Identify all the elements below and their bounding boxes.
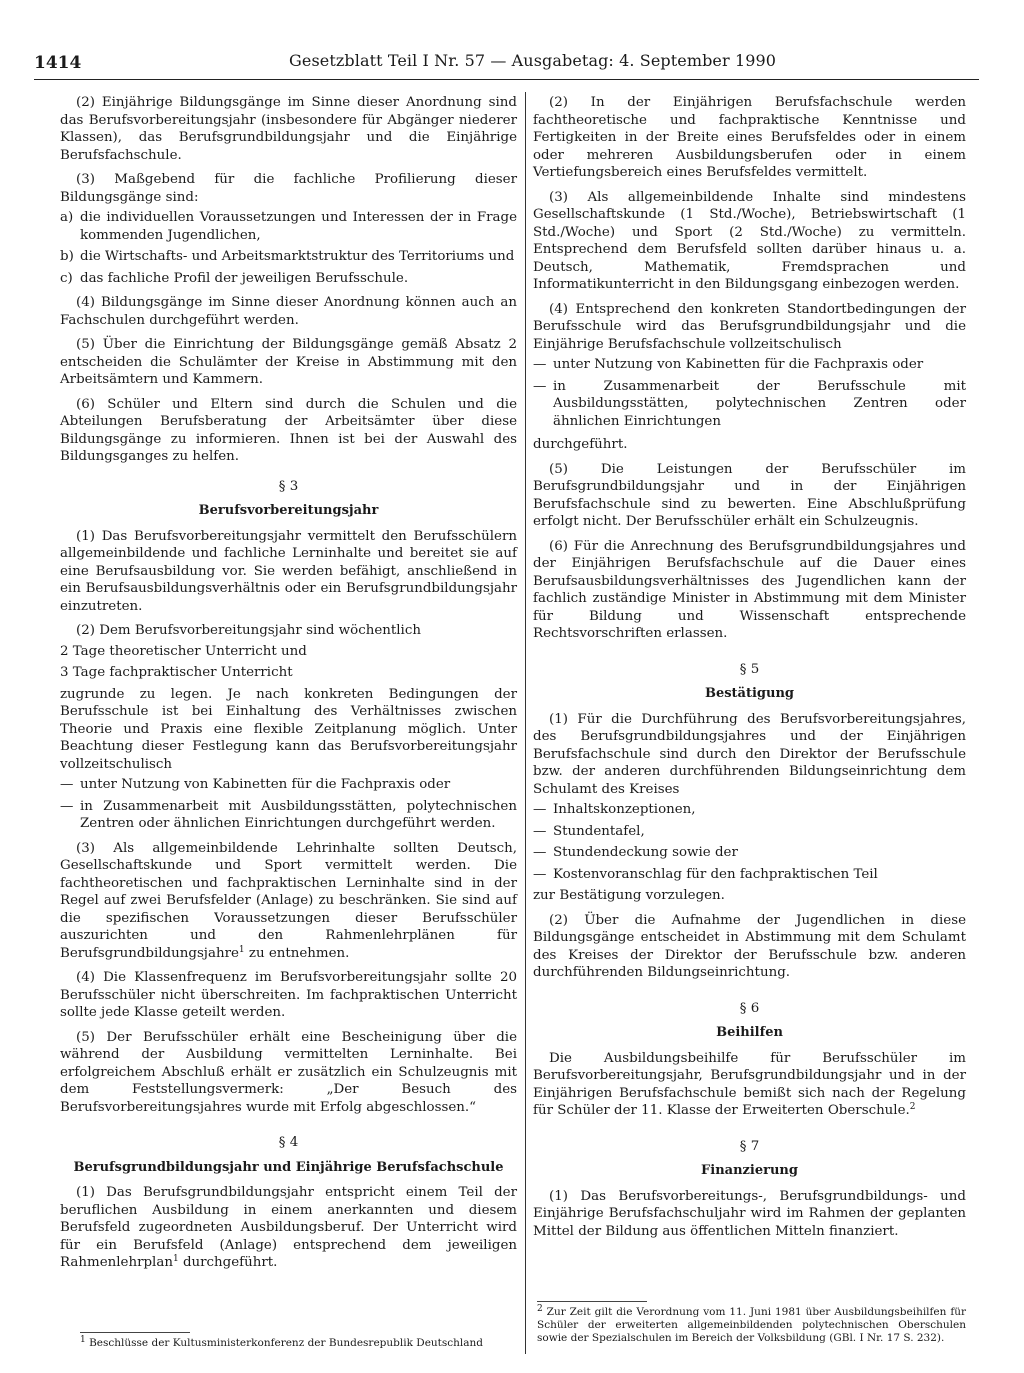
list-item — [533, 823, 966, 841]
paragraph: zur Bestätigung vorzulegen. — [533, 888, 725, 903]
paragraph: (1) Das Berufsvorbereitungsjahr vermittelt den Berufsschülern allgemeinbildende und fachliche Lerninhalte und bereitet sie auf eine Berufsausbildung vor. Sie werden befähigt, anschließend in ein Berufsausbildungsverhältnis oder ein Berufsgrundbildungsjahr einzutreten. — [60, 528, 517, 614]
paragraph: (6) Für die Anrechnung des Berufsgrundbildungsjahres und der Einjährigen Berufsfachschule auf die Dauer eines Berufsausbildungsverhältnisses des Jugendlichen kann der fachlich zuständige Minister in Abstimmung mit dem Minister für Bildung und Wissenschaft entsprechende Rechtsvorschriften erlassen. — [533, 538, 966, 641]
paragraph: (4) Die Klassenfrequenz im Berufsvorbereitungsjahr sollte 20 Berufsschüler nicht überschreiten. Im fachpraktischen Unterricht sollte jede Klasse geteilt werden. — [60, 970, 517, 1020]
column-divider — [525, 92, 526, 1354]
dash-marker: — — [533, 802, 547, 817]
footnote-ref: 1 — [238, 944, 245, 955]
header-rule — [34, 79, 979, 80]
section-heading: Finanzierung — [701, 1163, 798, 1178]
footnote-mark: 1 — [80, 1335, 86, 1345]
list-item — [533, 378, 966, 431]
list-marker: c) — [60, 270, 73, 286]
paragraph-text: Die Ausbildungsbeihilfe für Berufsschüler im Berufsvorbereitungsjahr, Berufsgrundbildungsjahr und in der Einjährigen Berufsfachschule bemißt sich nach der Regelung für Schüler der 11. Klasse der Erweiterten Oberschule. — [533, 1050, 966, 1118]
paragraph-text: (3) Als allgemeinbildende Lehrinhalte sollten Deutsch, Gesellschaftskunde und Sport vermittelt werden. Die fachtheoretischen und fachpraktischen Lerninhalte sind in der Regel auf zwei Berufsfelder (Anlage) zu beschränken. Sie sind auf die spezifischen Voraussetzungen dieser Berufsschüler auszurichten und den Rahmenlehrplänen für Berufsgrundbildungsjahre — [60, 840, 517, 961]
section-heading: Beihilfen — [716, 1025, 783, 1040]
footnote-rule — [537, 1301, 647, 1302]
footnote-rule — [80, 1332, 190, 1333]
paragraph: zugrunde zu legen. Je nach konkreten Bedingungen der Berufsschule ist bei Einhaltung des Verhältnisses zwischen Theorie und Praxis eine flexible Zeitplanung möglich. Unter Beachtung dieser Festlegung kann das Berufsvorbereitungsjahr vollzeitschulisch — [60, 686, 517, 772]
section-heading: Berufsvorbereitungsjahr — [198, 503, 379, 518]
section-number: § 6 — [739, 1000, 760, 1016]
schedule-line: 3 Tage fachpraktischer Unterricht — [60, 665, 293, 680]
running-title: Gesetzblatt Teil I Nr. 57 — Ausgabetag: 4. September 1990 — [289, 51, 777, 70]
dash-marker: — — [533, 357, 547, 372]
section-number: § 5 — [739, 661, 760, 677]
footnote-mark: 2 — [537, 1304, 543, 1314]
section-number: § 3 — [278, 478, 299, 494]
paragraph: (4) Bildungsgänge im Sinne dieser Anordnung können auch an Fachschulen durchgeführt werden. — [60, 295, 517, 328]
schedule-line: 2 Tage theoretischer Unterricht und — [60, 643, 307, 659]
paragraph: (3) Als allgemeinbildende Inhalte sind mindestens Gesellschaftskunde (1 Std./Woche), Betriebswirtschaft (1 Std./Woche) und Sport (2 Std./Woche) zu vermitteln. Entsprechend dem Berufsfeld sollten darüber hinaus u. a. Deutsch, Mathematik, Fremdsprachen und Informatikunterricht in den Bildungsgang einbezogen werden. — [533, 189, 966, 292]
list-marker: b) — [60, 249, 74, 264]
footnote — [537, 1306, 966, 1345]
dash-marker: — — [533, 845, 547, 860]
footnote-text: Beschlüsse der Kultusministerkonferenz der Bundesrepublik Deutschland — [85, 1337, 484, 1349]
list-item — [533, 801, 966, 819]
paragraph: (5) Der Berufsschüler erhält eine Bescheinigung über die während der Ausbildung vermittelten Lerninhalte. Bei erfolgreichem Abschluß erhält er zusätzlich ein Schulzeugnis mit dem Feststellungsvermerk: „Der Besuch des Berufsvorbereitungsjahres wurde mit Erfolg abgeschlossen.“ — [60, 1029, 517, 1115]
dash-marker: — — [533, 823, 547, 839]
paragraph: (2) In der Einjährigen Berufsfachschule werden fachtheoretische und fachpraktische Kenntnisse und Fertigkeiten in der Breite eines Berufsfeldes oder in einem oder mehreren Ausbildungsberufen oder in einem Vertiefungsbereich eines Berufsfeldes vermittelt. — [533, 95, 966, 180]
list-item — [60, 248, 517, 266]
dash-marker: — — [533, 378, 547, 394]
paragraph: (2) Dem Berufsvorbereitungsjahr sind wöchentlich — [76, 623, 421, 638]
paragraph: (4) Entsprechend den konkreten Standortbedingungen der Berufsschule wird das Berufsgrundbildungsjahr und die Einjährige Berufsfachschule vollzeitschulisch — [533, 301, 966, 352]
list-item — [60, 209, 517, 244]
paragraph: (5) Über die Einrichtung der Bildungsgänge gemäß Absatz 2 entscheiden die Schulämter der Kreise in Abstimmung mit den Arbeitsämtern und Kammern. — [60, 337, 517, 387]
footnote-ref: 2 — [909, 1102, 916, 1112]
dash-marker: — — [60, 777, 74, 792]
list-item — [60, 270, 517, 288]
paragraph — [60, 1184, 517, 1272]
list-text: unter Nutzung von Kabinetten für die Fachpraxis oder — [80, 777, 451, 792]
right-column — [533, 94, 966, 1247]
paragraph — [60, 840, 517, 963]
paragraph: (6) Schüler und Eltern sind durch die Schulen und die Abteilungen Berufsberatung der Arbeitsämter über diese Bildungsgänge zu informieren. Ihnen ist bei der Auswahl des Bildungsganges zu helfen. — [60, 396, 517, 464]
dash-marker: — — [60, 798, 74, 814]
list-text: Stundendeckung sowie der — [553, 845, 738, 860]
list-text: Inhaltskonzeptionen, — [553, 802, 696, 817]
list-text: das fachliche Profil der jeweiligen Berufsschule. — [80, 270, 409, 286]
paragraph: (2) Einjährige Bildungsgänge im Sinne dieser Anordnung sind das Berufsvorbereitungsjahr (insbesondere für Abgänger niederer Klassen), das Berufsgrundbildungsjahr und die Einjährige Berufsfachschule. — [60, 95, 517, 163]
list-text: in Zusammenarbeit der Berufsschule mit Ausbildungsstätten, polytechnischen Zentren oder ähnlichen Einrichtungen — [553, 378, 966, 429]
page-header — [0, 48, 1024, 78]
list-text: die Wirtschafts- und Arbeitsmarktstruktur des Territoriums und — [80, 249, 515, 264]
list-marker: a) — [60, 210, 74, 225]
paragraph: (3) Maßgebend für die fachliche Profilierung dieser Bildungsgänge sind: — [60, 172, 517, 205]
list-item — [533, 356, 966, 374]
list-text: Kostenvoranschlag für den fachpraktischen Teil — [553, 866, 878, 882]
section-number: § 7 — [739, 1138, 760, 1154]
footnote — [80, 1337, 517, 1350]
list-text: Stundentafel, — [553, 823, 645, 839]
list-text: unter Nutzung von Kabinetten für die Fachpraxis oder — [553, 357, 924, 372]
page-number: 1414 — [34, 53, 82, 73]
section-heading: Bestätigung — [704, 686, 795, 701]
paragraph: (2) Über die Aufnahme der Jugendlichen in diese Bildungsgänge entscheidet in Abstimmung mit dem Schulamt des Kreises der Direktor der Berufsschule bzw. anderen durchführenden Bildungseinrichtung. — [533, 912, 966, 980]
paragraph-text: zu entnehmen. — [244, 945, 350, 961]
paragraph — [533, 1050, 966, 1120]
paragraph-text: (1) Das Berufsgrundbildungsjahr entspricht einem Teil der beruflichen Ausbildung in einem anerkannten und diesem Berufsfeld zugeordneten Ausbildungsberuf. Der Unterricht wird für ein Berufsfeld (Anlage) entsprechend dem jeweiligen Rahmenlehrplan — [60, 1185, 517, 1270]
list-item — [533, 866, 966, 884]
footnote-ref: 1 — [172, 1254, 179, 1264]
dash-marker: — — [533, 866, 547, 882]
paragraph: (1) Für die Durchführung des Berufsvorbereitungsjahres, des Berufsgrundbildungsjahres und der Einjährigen Berufsfachschule sind durch den Direktor der Berufsschule bzw. der anderen durchführenden Bildungseinrichtung dem Schulamt des Kreises — [533, 711, 966, 797]
list-text: die individuellen Voraussetzungen und Interessen der in Frage kommenden Jugendlichen, — [80, 210, 517, 243]
section-number: § 4 — [278, 1135, 299, 1150]
paragraph: (5) Die Leistungen der Berufsschüler im Berufsgrundbildungsjahr und in der Einjährigen Berufsfachschule sind zu bewerten. Eine Abschlußprüfung erfolgt nicht. Der Berufsschüler erhält ein Schulzeugnis. — [533, 461, 966, 529]
list-item — [533, 844, 966, 862]
list-text: in Zusammenarbeit mit Ausbildungsstätten, polytechnischen Zentren oder ähnlichen Einrichtungen durchgeführt werden. — [80, 798, 517, 831]
left-column — [60, 94, 517, 1279]
list-item — [60, 776, 517, 794]
paragraph-text: durchgeführt. — [178, 1255, 278, 1270]
paragraph: (1) Das Berufsvorbereitungs-, Berufsgrundbildungs- und Einjährige Berufsfachschuljahr wird im Rahmen der geplanten Mittel der Bildung aus öffentlichen Mitteln finanziert. — [533, 1188, 966, 1239]
footnote-text: Zur Zeit gilt die Verordnung vom 11. Juni 1981 über Ausbildungsbeihilfen für Schüler der erweiterten allgemeinbildenden polytechnischen Oberschulen sowie der Spezialschulen im Bereich der Volksbildung (GBl. I Nr. 17 S. 232). — [537, 1306, 966, 1344]
list-item — [60, 798, 517, 833]
paragraph: durchgeführt. — [533, 437, 628, 452]
section-heading: Berufsgrundbildungsjahr und Einjährige Berufsfachschule — [73, 1159, 504, 1175]
